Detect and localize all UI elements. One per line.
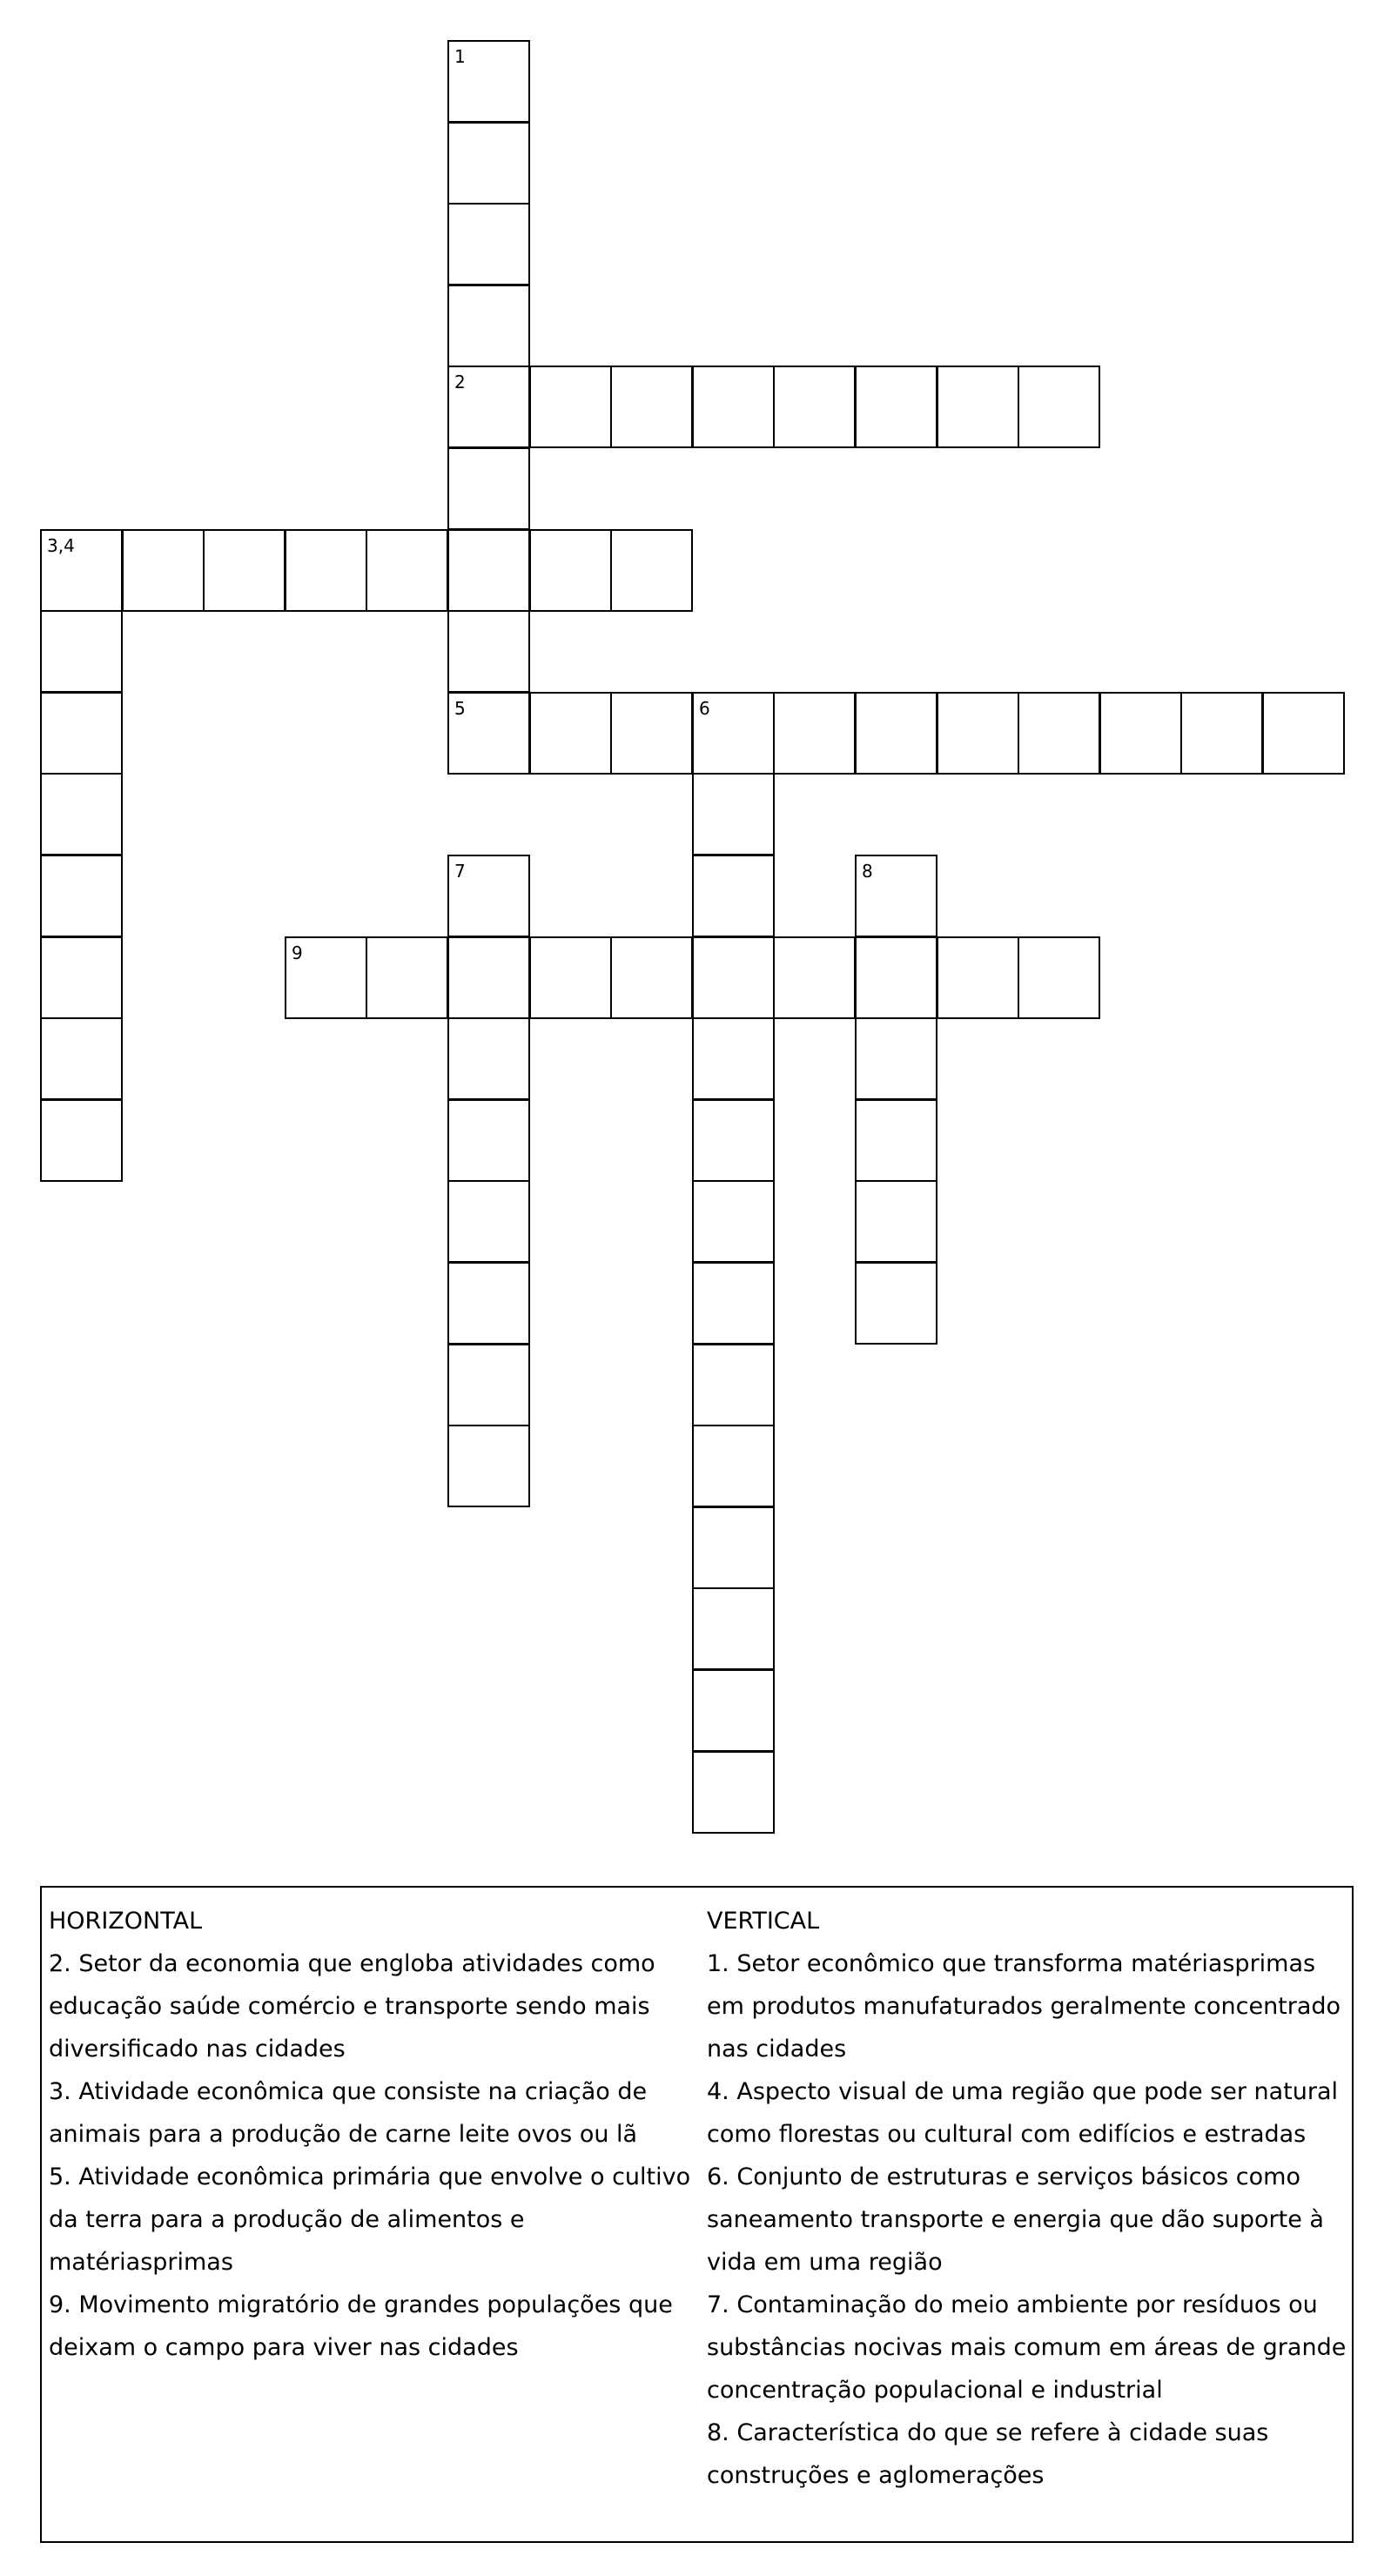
crossword-cell[interactable] <box>529 692 612 775</box>
crossword-cell[interactable] <box>40 529 123 612</box>
crossword-cell[interactable] <box>692 855 775 937</box>
clue-number: 9 <box>292 943 303 963</box>
vertical-clue: 7. Contaminação do meio ambiente por resíduos ou substâncias nocivas mais comum em áreas de grande concentração populacional e industrial <box>707 2291 1347 2404</box>
crossword-cell[interactable] <box>285 936 367 1019</box>
horizontal-clue: 5. Atividade econômica primária que envolve o cultivo da terra para a produção de alimentos e matériasprimas <box>49 2163 691 2276</box>
clue-number: 8 <box>862 861 873 882</box>
crossword-cell[interactable] <box>447 1425 530 1507</box>
crossword-cell[interactable] <box>937 366 1019 448</box>
crossword-cell[interactable] <box>855 1017 937 1100</box>
crossword-cell[interactable] <box>40 855 123 937</box>
crossword-cell[interactable] <box>529 529 612 612</box>
crossword-cell[interactable] <box>1099 692 1182 775</box>
crossword-cell[interactable] <box>447 1344 530 1426</box>
crossword-cell[interactable] <box>40 610 123 693</box>
vertical-clue: 1. Setor econômico que transforma matériasprimas em produtos manufaturados geralmente concentrado nas cidades <box>707 1950 1341 2063</box>
crossword-cell[interactable] <box>447 936 530 1019</box>
crossword-cell[interactable] <box>447 692 530 775</box>
crossword-cell[interactable] <box>447 203 530 285</box>
crossword-cell[interactable] <box>447 1017 530 1100</box>
crossword-cell[interactable] <box>855 1099 937 1182</box>
crossword-cell[interactable] <box>692 1017 775 1100</box>
crossword-cell[interactable] <box>855 1262 937 1345</box>
crossword-cell[interactable] <box>1018 692 1100 775</box>
crossword-cell[interactable] <box>773 936 856 1019</box>
crossword-cell[interactable] <box>122 529 205 612</box>
clue-number: 6 <box>699 698 710 719</box>
vertical-clue: 4. Aspecto visual de uma região que pode ser natural como florestas ou cultural com edifícios e estradas <box>707 2078 1339 2148</box>
crossword-cell[interactable] <box>447 529 530 612</box>
crossword-cell[interactable] <box>366 529 448 612</box>
vertical-clue: 8. Característica do que se refere à cidade suas construções e aglomerações <box>707 2419 1269 2489</box>
crossword-cell[interactable] <box>447 40 530 123</box>
crossword-cell[interactable] <box>855 692 937 775</box>
crossword-cell[interactable] <box>692 1506 775 1589</box>
crossword-cell[interactable] <box>40 1017 123 1100</box>
crossword-cell[interactable] <box>447 855 530 937</box>
crossword-cell[interactable] <box>692 1099 775 1182</box>
crossword-cell[interactable] <box>692 1425 775 1507</box>
crossword-cell[interactable] <box>447 1180 530 1263</box>
crossword-cell[interactable] <box>285 529 367 612</box>
crossword-cell[interactable] <box>692 1587 775 1670</box>
crossword-cell[interactable] <box>529 366 612 448</box>
crossword-cell[interactable] <box>1262 692 1345 775</box>
crossword-cell[interactable] <box>937 936 1019 1019</box>
clue-number: 3,4 <box>47 535 75 556</box>
crossword-cell[interactable] <box>692 1180 775 1263</box>
crossword-cell[interactable] <box>937 692 1019 775</box>
horizontal-clue: 3. Atividade econômica que consiste na criação de animais para a produção de carne leite ovos ou lã <box>49 2078 648 2148</box>
crossword-cell[interactable] <box>40 1099 123 1182</box>
crossword-cell[interactable] <box>447 122 530 205</box>
horizontal-title: HORIZONTAL <box>49 1908 203 1935</box>
crossword-cell[interactable] <box>447 1262 530 1345</box>
crossword-cell[interactable] <box>692 1669 775 1752</box>
crossword-cell[interactable] <box>447 447 530 530</box>
crossword-cell[interactable] <box>529 936 612 1019</box>
crossword-cell[interactable] <box>447 285 530 367</box>
vertical-clue: 6. Conjunto de estruturas e serviços básicos como saneamento transporte e energia que dão suporte à vida em uma região <box>707 2163 1324 2276</box>
vertical-title: VERTICAL <box>707 1908 820 1935</box>
crossword-cell[interactable] <box>692 366 775 448</box>
horizontal-clues <box>49 1900 693 2369</box>
crossword-cell[interactable] <box>855 936 937 1019</box>
crossword-cell[interactable] <box>366 936 448 1019</box>
crossword-cell[interactable] <box>203 529 286 612</box>
vertical-clues <box>707 1900 1351 2497</box>
crossword-cell[interactable] <box>40 936 123 1019</box>
clues-box <box>40 1886 1354 2543</box>
crossword-cell[interactable] <box>692 1262 775 1345</box>
crossword-cell[interactable] <box>855 855 937 937</box>
crossword-cell[interactable] <box>40 773 123 855</box>
crossword-cell[interactable] <box>855 1180 937 1263</box>
crossword-cell[interactable] <box>610 366 693 448</box>
crossword-cell[interactable] <box>692 773 775 855</box>
crossword-cell[interactable] <box>692 1344 775 1426</box>
crossword-cell[interactable] <box>773 366 856 448</box>
crossword-cell[interactable] <box>692 1751 775 1834</box>
crossword-cell[interactable] <box>610 692 693 775</box>
clue-number: 7 <box>454 861 466 882</box>
crossword-cell[interactable] <box>855 366 937 448</box>
horizontal-clue: 2. Setor da economia que engloba atividades como educação saúde comércio e transporte sendo mais diversificado nas cidades <box>49 1950 655 2063</box>
crossword-cell[interactable] <box>447 1099 530 1182</box>
crossword-cell[interactable] <box>1180 692 1263 775</box>
crossword-cell[interactable] <box>692 692 775 775</box>
crossword-cell[interactable] <box>692 936 775 1019</box>
crossword-cell[interactable] <box>610 529 693 612</box>
clue-number: 2 <box>454 372 466 392</box>
crossword-cell[interactable] <box>40 692 123 775</box>
crossword-cell[interactable] <box>610 936 693 1019</box>
horizontal-clue: 9. Movimento migratório de grandes populações que deixam o campo para viver nas cidades <box>49 2291 673 2361</box>
crossword-cell[interactable] <box>1018 936 1100 1019</box>
crossword-cell[interactable] <box>447 366 530 448</box>
clue-number: 1 <box>454 46 466 67</box>
crossword-cell[interactable] <box>773 692 856 775</box>
clue-number: 5 <box>454 698 466 719</box>
crossword-cell[interactable] <box>1018 366 1100 448</box>
crossword-cell[interactable] <box>447 610 530 693</box>
